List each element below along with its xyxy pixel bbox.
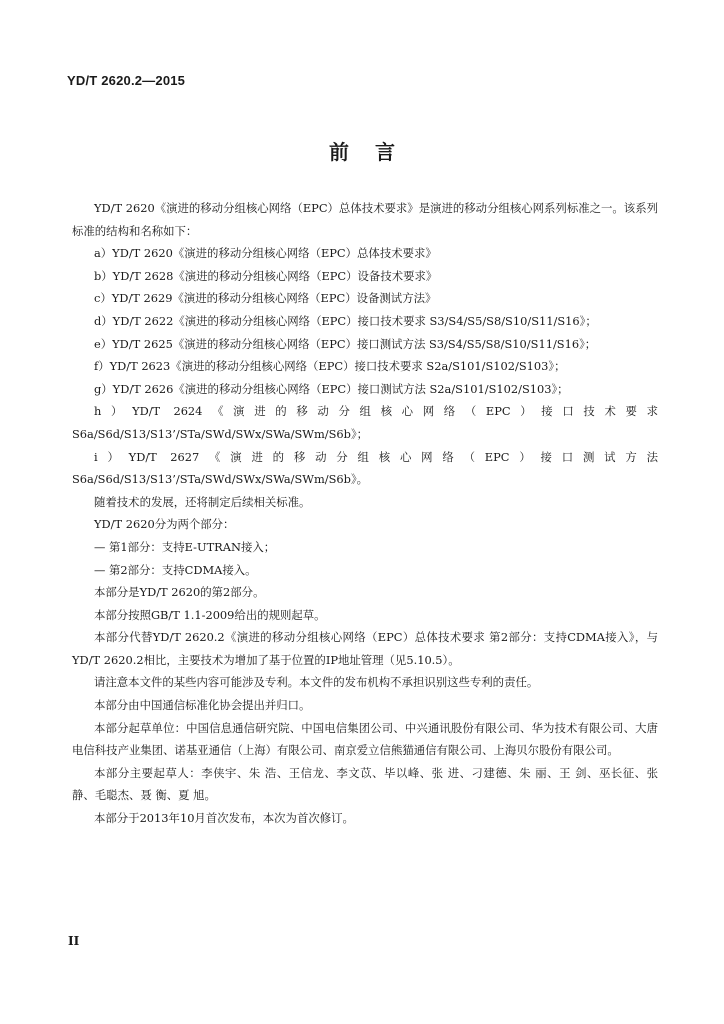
replacement-paragraph: 本部分代替YD/T 2620.2《演进的移动分组核心网络（EPC）总体技术要求 第2部分：支持CDMA接入》，与YD/T 2620.2相比，主要技术为增加了基于位置的IP地址管理（见5.10.5）。	[72, 630, 658, 667]
intro-paragraph: YD/T 2620《演进的移动分组核心网络（EPC）总体技术要求》是演进的移动分组核心网系列标准之一。该系列标准的结构和名称如下：	[72, 201, 658, 238]
patent-notice-paragraph: 请注意本文件的某些内容可能涉及专利。本文件的发布机构不承担识别这些专利的责任。	[94, 675, 539, 690]
list-item-d: d）YD/T 2622《演进的移动分组核心网络（EPC）接口技术要求 S3/S4/S5/S8/S10/S11/S16》；	[94, 313, 597, 328]
list-item-i: i）YD/T 2627《演进的移动分组核心网络（EPC）接口测试方法 S6a/S6d/S13/S13’/STa/SWd/SWx/SWa/SWm/S6b》。	[72, 449, 658, 487]
proposer-paragraph: 本部分由中国通信标准化协会提出并归口。	[94, 698, 311, 713]
list-item-b: b）YD/T 2628《演进的移动分组核心网络（EPC）设备技术要求》	[94, 268, 438, 283]
parts-intro-paragraph: YD/T 2620分为两个部分：	[94, 517, 235, 532]
release-history-paragraph: 本部分于2013年10月首次发布，本次为首次修订。	[94, 811, 354, 826]
this-part-paragraph: 本部分是YD/T 2620的第2部分。	[94, 585, 265, 600]
drafters-paragraph: 本部分主要起草人：李侠宇、朱 浩、王信龙、李文苡、毕以峰、张 进、刁建德、朱 丽、王 剑、巫长征、张 静、毛聪杰、聂 衡、夏 旭。	[72, 765, 658, 803]
part-1-item: — 第1部分：支持E-UTRAN接入；	[94, 539, 276, 554]
list-item-e: e）YD/T 2625《演进的移动分组核心网络（EPC）接口测试方法 S3/S4/S5/S8/S10/S11/S16》；	[94, 336, 597, 351]
future-standards-paragraph: 随着技术的发展，还将制定后续相关标准。	[94, 494, 311, 509]
drafting-rules-paragraph: 本部分按照GB/T 1.1-2009给出的规则起草。	[94, 607, 326, 622]
part-2-item: — 第2部分：支持CDMA接入。	[94, 562, 257, 577]
list-item-c: c）YD/T 2629《演进的移动分组核心网络（EPC）设备测试方法》	[94, 291, 437, 306]
foreword-body	[72, 197, 658, 830]
list-item-h: h）YD/T 2624《演进的移动分组核心网络（EPC）接口技术要求 S6a/S6d/S13/S13’/STa/SWd/SWx/SWa/SWm/S6b》；	[72, 404, 658, 441]
drafting-units-paragraph: 本部分起草单位：中国信息通信研究院、中国电信集团公司、中兴通讯股份有限公司、华为技术有限公司、大唐电信科技产业集团、诺基亚通信（上海）有限公司、南京爱立信熊猫通信有限公司、上海贝尔股份有限公司。	[72, 720, 658, 758]
list-item-a: a）YD/T 2620《演进的移动分组核心网络（EPC）总体技术要求》	[94, 246, 437, 261]
list-item-g: g）YD/T 2626《演进的移动分组核心网络（EPC）接口测试方法 S2a/S101/S102/S103》；	[94, 381, 569, 396]
document-code: YD/T 2620.2—2015	[67, 73, 186, 88]
page-title: 前言	[329, 140, 421, 164]
page-number: II	[68, 934, 80, 948]
list-item-f: f）YD/T 2623《演进的移动分组核心网络（EPC）接口技术要求 S2a/S101/S102/S103》；	[94, 359, 566, 374]
